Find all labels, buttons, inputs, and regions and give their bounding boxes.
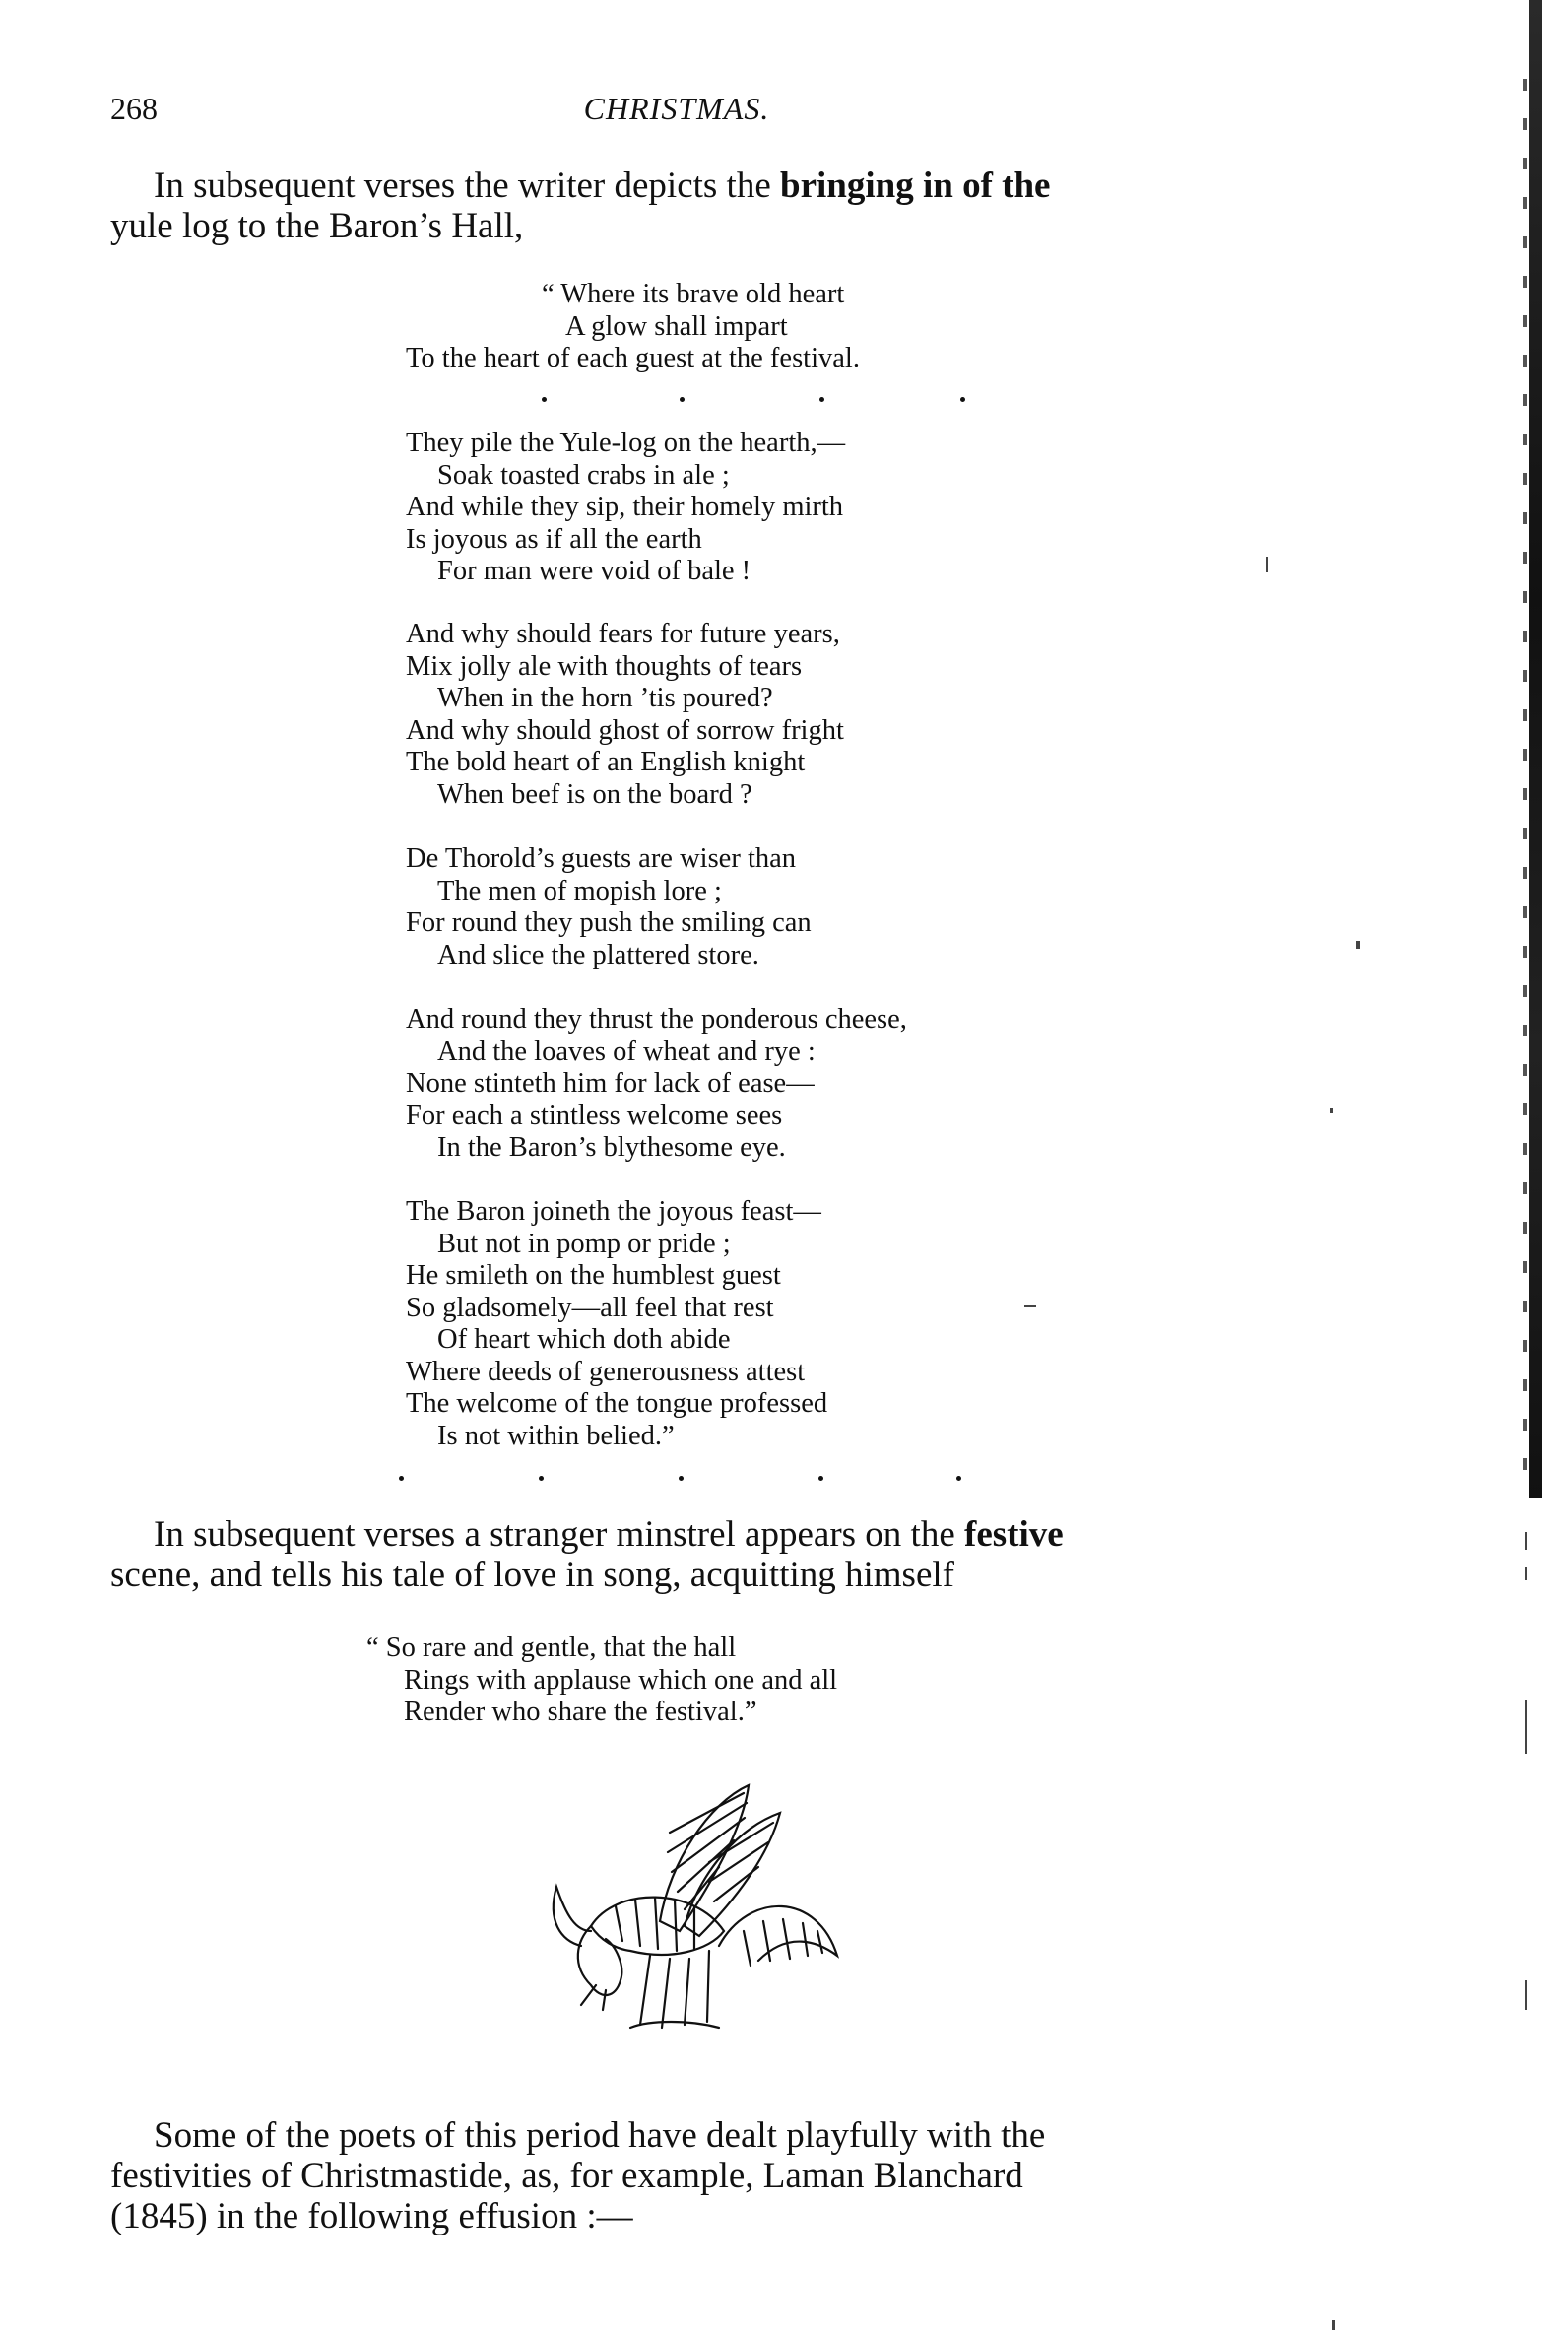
verse-line: “ Where its brave old heart — [542, 279, 845, 309]
stanza-1 — [406, 428, 845, 588]
scan-speck — [1525, 1700, 1527, 1754]
dot — [542, 397, 547, 402]
verse-line: A glow shall impart — [565, 310, 788, 342]
stanza-3 — [406, 843, 812, 971]
paragraph-minstrel — [110, 1514, 1258, 1595]
bold-phrase: bringing in of the — [780, 166, 1051, 206]
verse-line: Render who share the festival.” — [404, 1697, 757, 1727]
scan-speck — [1330, 1108, 1333, 1113]
verse-line: And slice the plattered store. — [437, 939, 759, 970]
verse-line: The bold heart of an English knight — [406, 747, 806, 777]
boar-head-tailpiece-icon — [522, 1773, 857, 2039]
dot — [960, 397, 965, 402]
verse-line: Soak toasted crabs in ale ; — [437, 459, 730, 491]
verse-line: To the heart of each guest at the festival. — [406, 343, 860, 373]
verse-line: Is joyous as if all the earth — [406, 523, 702, 555]
stanza-4 — [406, 1004, 907, 1165]
page-number: 268 — [110, 91, 158, 126]
scan-speck — [1525, 1980, 1527, 2010]
verse-line: The welcome of the tongue professed — [406, 1388, 828, 1419]
verse-line: They pile the Yule-log on the hearth,— — [406, 428, 846, 458]
verse-line: And why should ghost of sorrow fright — [406, 714, 844, 746]
stanza-5 — [406, 1196, 827, 1452]
ellipsis-dots — [542, 391, 975, 411]
verse-line: Where deeds of generousness attest — [406, 1356, 806, 1387]
verse-line: For round they push the smiling can — [406, 907, 812, 938]
bold-word: festive — [964, 1514, 1064, 1555]
scan-speck — [1525, 1567, 1527, 1580]
page-header — [110, 91, 1243, 134]
verse-line: Is not within belied.” — [437, 1420, 675, 1451]
verse-line: And the loaves of wheat and rye : — [437, 1035, 816, 1067]
verse-line: The men of mopish lore ; — [437, 875, 722, 906]
binding-shadow — [1529, 0, 1542, 1498]
paragraph-text: In subsequent verses the writer depicts the — [154, 166, 781, 206]
verse-line: But not in pomp or pride ; — [437, 1228, 731, 1259]
verse-line: Of heart which doth abide — [437, 1324, 731, 1355]
verse-line: When beef is on the board ? — [437, 778, 752, 810]
paragraph-text: festivities of Christmastide, as, for example, Laman Blanchard — [110, 2156, 1023, 2196]
dot — [539, 1476, 544, 1481]
paragraph-text: Some of the poets of this period have dealt playfully with the — [154, 2115, 1046, 2156]
scan-speck — [1024, 1305, 1036, 1307]
paragraph-text: In subsequent verses a stranger minstrel appears on the — [154, 1514, 964, 1555]
verse-line: For each a stintless welcome sees — [406, 1100, 783, 1131]
dot — [819, 397, 824, 402]
scan-speck — [1332, 2320, 1335, 2330]
dot — [399, 1476, 404, 1481]
dot — [679, 1476, 684, 1481]
verse-line: Mix jolly ale with thoughts of tears — [406, 650, 803, 682]
verse-line: For man were void of bale ! — [437, 556, 751, 586]
paragraph-blanchard — [110, 2115, 1258, 2236]
verse-line: De Thorold’s guests are wiser than — [406, 843, 797, 874]
verse-quote-1 — [406, 279, 860, 375]
running-title: CHRISTMAS. — [583, 91, 770, 126]
verse-line: Rings with applause which one and all — [404, 1664, 838, 1696]
verse-line: And why should fears for future years, — [406, 619, 840, 649]
verse-line: And while they sip, their homely mirth — [406, 492, 844, 522]
verse-line: The Baron joineth the joyous feast— — [406, 1196, 821, 1227]
dot — [956, 1476, 961, 1481]
stanza-2 — [406, 619, 844, 811]
paragraph-text: (1845) in the following effusion :— — [110, 2196, 633, 2236]
paragraph-text: yule log to the Baron’s Hall, — [110, 206, 524, 246]
verse-line: And round they thrust the ponderous cheese, — [406, 1004, 907, 1034]
paragraph-intro — [110, 166, 1258, 246]
verse-line: When in the horn ’tis poured? — [437, 683, 773, 713]
scan-speck — [1266, 557, 1268, 572]
scan-speck — [1356, 941, 1360, 949]
verse-line: “ So rare and gentle, that the hall — [366, 1633, 737, 1663]
dot — [680, 397, 685, 402]
scan-speck — [1525, 1532, 1527, 1550]
dot — [818, 1476, 823, 1481]
verse-line: None stinteth him for lack of ease— — [406, 1068, 815, 1099]
paragraph-text: scene, and tells his tale of love in song, acquitting himself — [110, 1555, 954, 1595]
verse-line: In the Baron’s blythesome eye. — [437, 1132, 786, 1163]
verse-quote-2 — [366, 1633, 837, 1729]
ellipsis-dots — [399, 1470, 970, 1490]
verse-line: He smileth on the humblest guest — [406, 1260, 781, 1291]
verse-line: So gladsomely—all feel that rest — [406, 1292, 774, 1323]
